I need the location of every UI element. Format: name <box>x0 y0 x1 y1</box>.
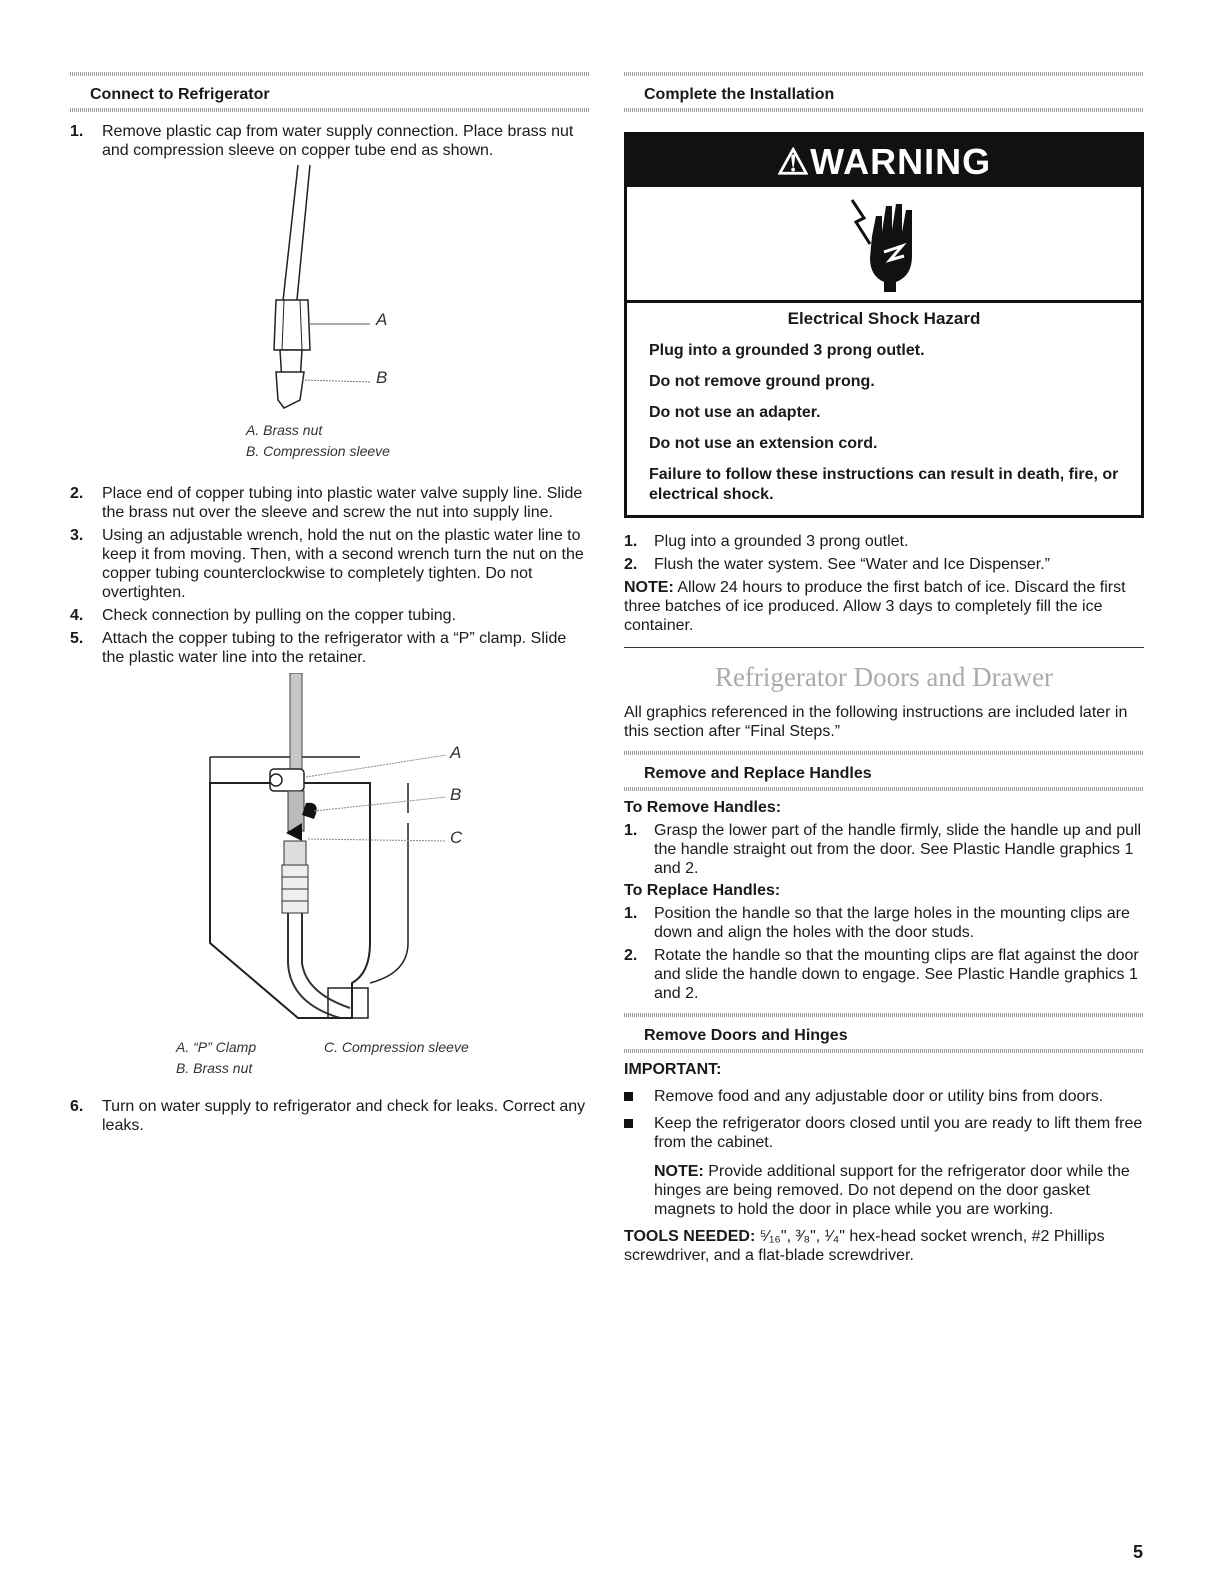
tools-label: TOOLS NEEDED: <box>624 1228 756 1245</box>
section-heading-complete: Complete the Installation <box>624 72 1144 112</box>
fig2-label-c: C <box>450 828 463 847</box>
step-text: Rotate the handle so that the mounting clips are flat against the door and slide the handle down to engage. See Plastic Handle graphics 1 and 2. <box>654 947 1139 1002</box>
step-text: Check connection by pulling on the copper tubing. <box>102 607 457 624</box>
step-number: 1. <box>70 123 84 140</box>
bullet-square-icon <box>624 1087 654 1106</box>
step-5 <box>70 629 590 667</box>
note-label: NOTE: <box>624 579 674 596</box>
remove-handles-title: To Remove Handles: <box>624 799 782 816</box>
step-number: 1. <box>624 822 638 839</box>
replace-handles-step-2 <box>624 946 1144 1003</box>
bullet-item <box>624 1114 1144 1152</box>
warning-line: Do not remove ground prong. <box>649 373 875 390</box>
warning-body <box>627 303 1141 515</box>
replace-handles-title: To Replace Handles: <box>624 882 781 899</box>
fig1-label-a: A <box>376 310 388 329</box>
step-4 <box>70 606 590 625</box>
step-number: 2. <box>624 556 638 573</box>
replace-handles-step-1 <box>624 904 1144 942</box>
bullet-item <box>624 1087 1144 1106</box>
page-number: 5 <box>1132 1542 1143 1562</box>
section-divider <box>624 647 1144 648</box>
warning-header: ⚠WARNING <box>627 135 1141 187</box>
fig2-caption-c: C. Compression sleeve <box>324 1039 469 1055</box>
bullet-text: Keep the refrigerator doors closed until you are ready to lift them free from the cabinet. <box>654 1115 1143 1151</box>
ice-note <box>624 578 1144 635</box>
warning-title: Electrical Shock Hazard <box>787 309 981 328</box>
fig2-caption-b: B. Brass nut <box>176 1060 253 1076</box>
complete-step-1 <box>624 532 1144 551</box>
warning-icon-area <box>627 187 1141 303</box>
step-number: 4. <box>70 607 84 624</box>
warning-line: Failure to follow these instructions can result in death, fire, or electrical shock. <box>649 466 1119 503</box>
step-number: 1. <box>624 905 638 922</box>
section-title-doors: Refrigerator Doors and Drawer <box>714 662 1054 692</box>
bullet-text: Remove food and any adjustable door or utility bins from doors. <box>654 1088 1104 1105</box>
note-label: NOTE: <box>654 1163 704 1180</box>
remove-handles-step-1 <box>624 821 1144 878</box>
fig2-label-a: A <box>450 743 462 762</box>
warning-line: Plug into a grounded 3 prong outlet. <box>649 342 925 359</box>
step-text: Using an adjustable wrench, hold the nut on the plastic water line to keep it from moving. Then, with a second wrench turn the nut on the copper tubing counterclockwise to completely tighten. Do not overtighten. <box>102 527 584 601</box>
section-heading-handles: Remove and Replace Handles <box>624 751 1144 791</box>
step-text: Grasp the lower part of the handle firmly, slide the handle up and pull the handle straight out from the door. See Plastic Handle graphics 1 and 2. <box>654 822 1142 877</box>
step-number: 2. <box>70 485 84 502</box>
step-number: 6. <box>70 1098 84 1115</box>
fig1-caption-b: B. Compression sleeve <box>246 443 390 459</box>
step-text: Position the handle so that the large holes in the mounting clips are down and align the holes with the door studs. <box>654 905 1130 941</box>
step-number: 2. <box>624 947 638 964</box>
step-text: Plug into a grounded 3 prong outlet. <box>654 533 909 550</box>
right-column <box>624 72 1144 1265</box>
bullet-square-icon <box>624 1114 654 1152</box>
p-clamp-illustration <box>70 673 590 1033</box>
warning-box <box>624 132 1144 518</box>
note-text: Provide additional support for the refrigerator door while the hinges are being removed. Do not depend on the door gasket magnets to hold the door in place while you are working. <box>654 1163 1130 1218</box>
step-text: Attach the copper tubing to the refrigerator with a “P” clamp. Slide the plastic water line into the retainer. <box>102 630 567 666</box>
step-text: Remove plastic cap from water supply connection. Place brass nut and compression sleeve on copper tube end as shown. <box>102 123 574 159</box>
tools-needed <box>624 1227 1144 1265</box>
note-text: Allow 24 hours to produce the first batch of ice. Discard the first three batches of ice produced. Allow 3 days to completely fill the ice container. <box>624 579 1126 634</box>
copper-tube-illustration <box>70 160 590 430</box>
step-text: Place end of copper tubing into plastic water valve supply line. Slide the brass nut over the sleeve and screw the nut into supply line. <box>102 485 583 521</box>
step-3 <box>70 526 590 602</box>
warning-line: Do not use an extension cord. <box>649 435 878 452</box>
warning-line: Do not use an adapter. <box>649 404 821 421</box>
step-text: Flush the water system. See “Water and Ice Dispenser.” <box>654 556 1051 573</box>
step-2 <box>70 484 590 522</box>
left-column <box>70 72 590 1135</box>
fig1-label-b: B <box>376 368 388 387</box>
hinge-note <box>654 1162 1144 1219</box>
fig2-label-b: B <box>450 785 462 804</box>
step-text: Turn on water supply to refrigerator and check for leaks. Correct any leaks. <box>102 1098 586 1134</box>
step-number: 1. <box>624 533 638 550</box>
complete-step-2 <box>624 555 1144 574</box>
step-number: 5. <box>70 630 84 647</box>
p-clamp-figure <box>70 673 590 1093</box>
brass-nut-figure <box>70 160 590 480</box>
electric-shock-hand-icon <box>844 196 924 292</box>
section-heading-doors: Remove Doors and Hinges <box>624 1013 1144 1053</box>
tools-text: ⁵⁄₁₆", ³⁄₈", ¹⁄₄" hex-head socket wrench, #2 Phillips screwdriver, and a flat-blade screwdriver. <box>624 1228 1105 1264</box>
section-heading-connect: Connect to Refrigerator <box>70 72 590 112</box>
step-1 <box>70 122 590 160</box>
step-6 <box>70 1097 590 1135</box>
section-intro: All graphics referenced in the following instructions are included later in this section after “Final Steps.” <box>624 704 1128 740</box>
step-number: 3. <box>70 527 84 544</box>
fig2-caption-a: A. “P” Clamp <box>176 1039 257 1055</box>
fig1-caption-a: A. Brass nut <box>246 422 323 438</box>
important-label: IMPORTANT: <box>624 1061 722 1078</box>
